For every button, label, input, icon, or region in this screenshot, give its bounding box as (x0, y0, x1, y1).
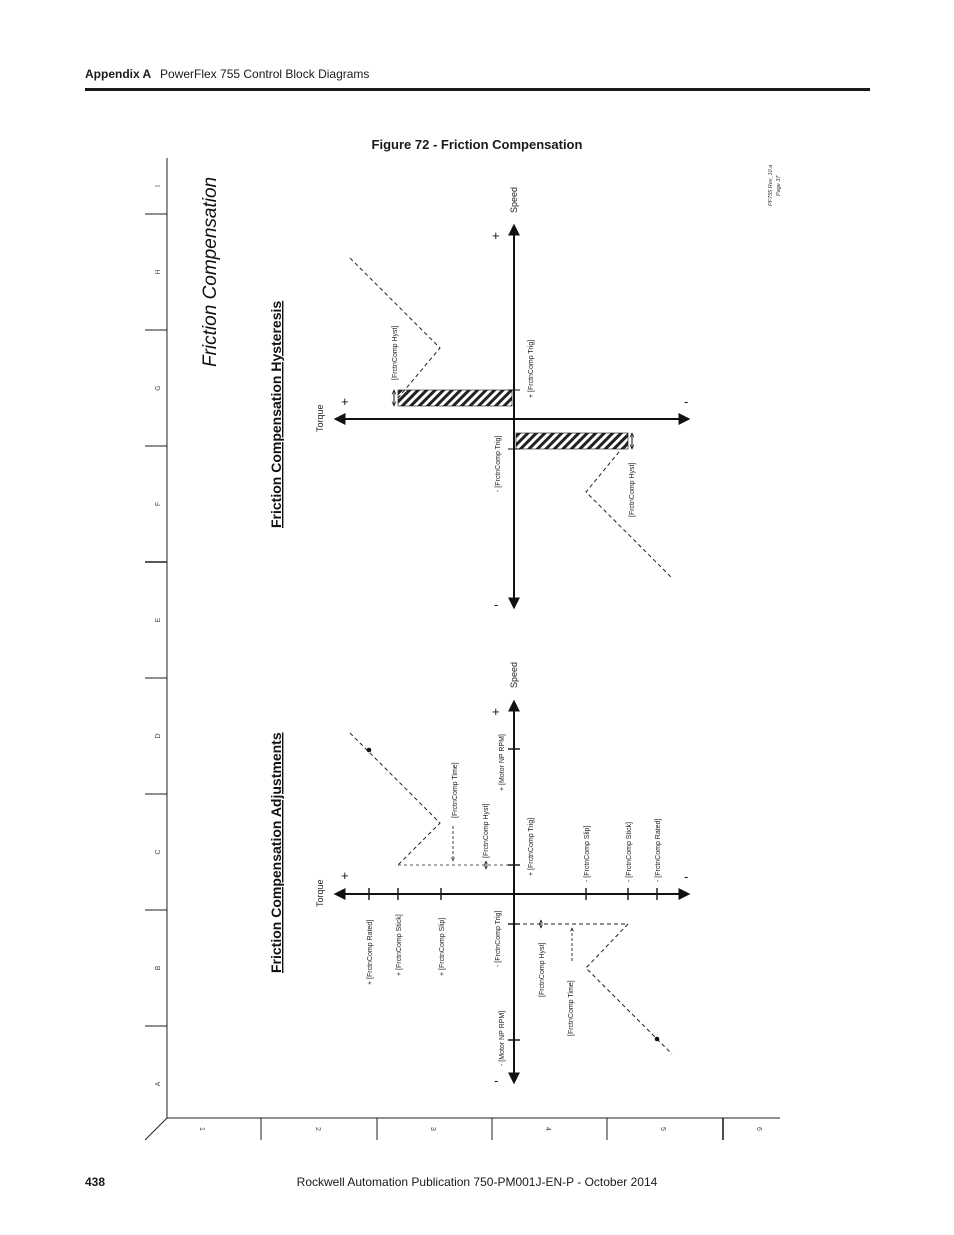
hysteresis-neg-trig: - [FrctnComp Trig] (495, 435, 502, 492)
adjustments-neg-slip: - [FrctnComp Slip] (584, 825, 591, 882)
header-section: Appendix A (85, 67, 152, 81)
grid-row-labels (198, 1127, 762, 1131)
grid-col-a: A (155, 1081, 162, 1087)
adjustments-time-upper: [FrctnComp Time] (452, 762, 459, 818)
adjustments-time-lower: [FrctnComp Time] (568, 980, 575, 1036)
grid-col-h: H (155, 269, 162, 275)
hysteresis-pos-trig: + [FrctnComp Trig] (528, 339, 535, 398)
adjustments-pos-slip: + [FrctnComp Slip] (439, 917, 446, 976)
adjustments-pos-stick: + [FrctnComp Stick] (396, 914, 403, 976)
figure-title: Friction Compensation (200, 176, 221, 367)
adjustments-neg-rpm: - [Motor NP RPM] (499, 1010, 506, 1066)
grid-row-3: 3 (429, 1127, 436, 1131)
hysteresis-band-lower (516, 433, 628, 449)
grid-row-1: 1 (198, 1127, 205, 1131)
adjustments-pos-rated: + [FrctnComp Rated] (367, 919, 374, 985)
footer-page-number: 438 (85, 1175, 106, 1189)
grid-column-labels (155, 185, 162, 1086)
hysteresis-torque-label: Torque (315, 404, 325, 432)
hysteresis-speed-label: Speed (509, 186, 519, 213)
grid-row-2: 2 (314, 1127, 321, 1131)
adjustments-speed-label: Speed (509, 661, 519, 688)
grid-col-d: D (155, 733, 162, 739)
hysteresis-torque-plus: + (341, 394, 349, 409)
grid-row-5: 5 (659, 1127, 666, 1131)
footer-publication: Rockwell Automation Publication 750-PM001J-EN-P - October 2014 (296, 1175, 658, 1189)
grid-col-g: G (155, 385, 162, 391)
grid-col-c: C (155, 849, 162, 855)
adjustments-neg-rated: - [FrctnComp Rated] (655, 818, 662, 882)
grid-col-f: F (155, 501, 162, 507)
grid-col-b: B (155, 965, 162, 971)
grid-col-i: I (155, 185, 162, 187)
adjustments-speed-minus: - (494, 1073, 499, 1088)
figure-ref: PF755 Rev_10.a (768, 164, 774, 206)
figure-ref-page: Page 37 (776, 175, 782, 196)
adjustments-neg-trig: - [FrctnComp Trig] (495, 910, 502, 967)
grid-row-6: 6 (755, 1127, 762, 1131)
hysteresis-speed-minus: - (494, 597, 499, 612)
hysteresis-hyst-lower: [FrctnComp Hyst] (629, 462, 636, 517)
adjustments-plot (268, 662, 688, 1088)
adjustments-pos-rpm: + [Motor NP RPM] (499, 734, 506, 791)
adjustments-torque-label: Torque (315, 879, 325, 907)
hysteresis-speed-plus: + (492, 228, 500, 243)
adjustments-pos-trig: + [FrctnComp Trig] (528, 817, 535, 876)
adjustments-title: Friction Compensation Adjustments (268, 732, 284, 973)
figure-caption: Figure 72 - Friction Compensation (371, 137, 583, 152)
header-title: PowerFlex 755 Control Block Diagrams (160, 67, 370, 81)
grid-col-e: E (155, 617, 162, 623)
adjustments-speed-plus: + (492, 704, 500, 719)
adjustments-hyst-lower: [FrctnComp Hyst] (539, 942, 546, 997)
adjustments-torque-minus: - (684, 869, 689, 884)
grid-row-4: 4 (544, 1127, 551, 1131)
hysteresis-plot (268, 187, 688, 612)
hysteresis-torque-minus: - (684, 394, 689, 409)
hysteresis-band-upper (398, 390, 512, 406)
drawing-frame (145, 158, 780, 1140)
hysteresis-hyst-upper: [FrctnComp Hyst] (392, 325, 399, 380)
adjustments-neg-stick: - [FrctnComp Stick] (626, 822, 633, 882)
adjustments-torque-plus: + (341, 868, 349, 883)
hysteresis-title: Friction Compensation Hysteresis (268, 300, 284, 528)
adjustments-hyst-upper: [FrctnComp Hyst] (483, 803, 490, 858)
